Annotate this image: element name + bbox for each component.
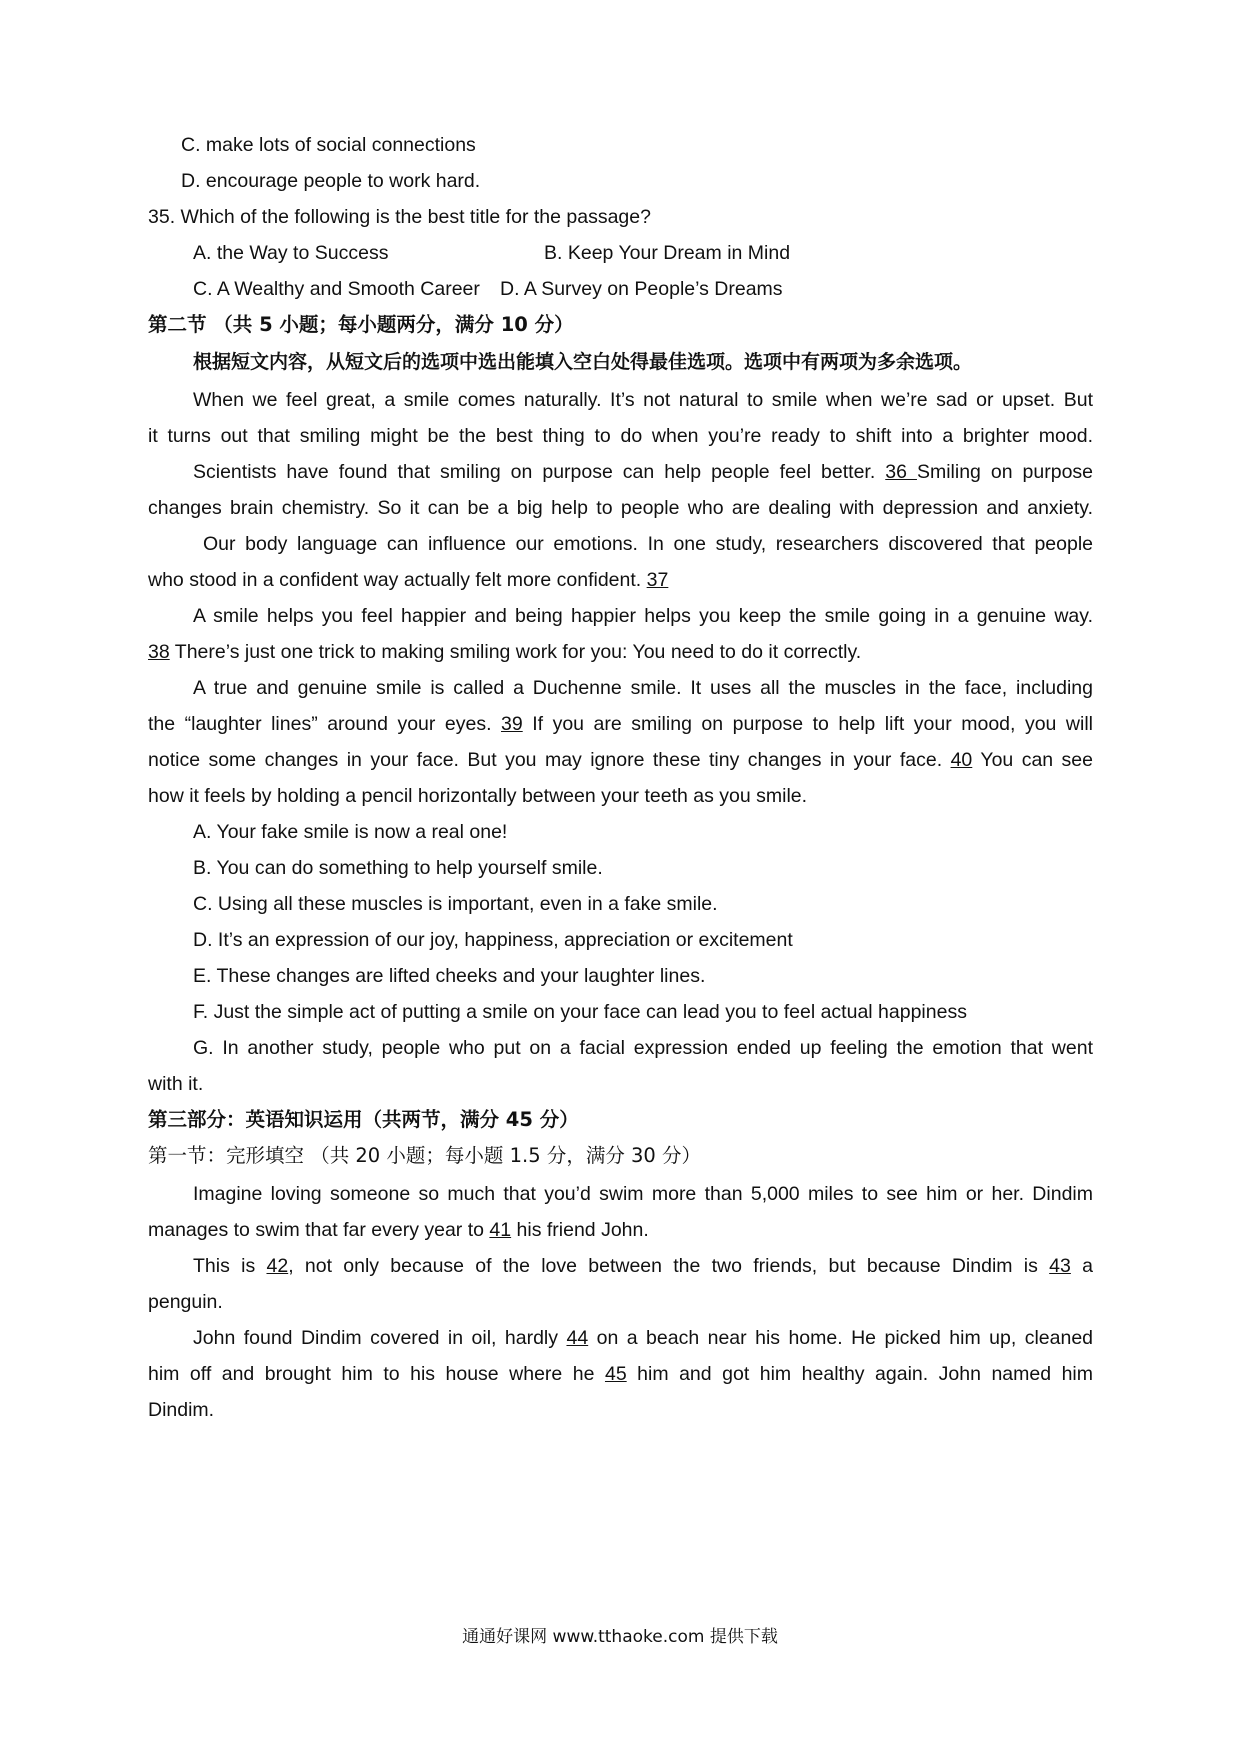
section2-instruction: 根据短文内容，从短文后的选项中选出能填入空白处得最佳选项。选项中有两项为多余选项。 <box>193 351 973 373</box>
passage-p2-line2: changes brain chemistry. So it can be a big help to people who are dealing with depression and anxiety. <box>148 497 1093 519</box>
passage-p3-line1: Our body language can influence our emotions. In one study, researchers discovered that people <box>203 533 1093 555</box>
choice-a: A. Your fake smile is now a real one! <box>193 821 508 843</box>
text-segment: a <box>1082 1255 1094 1277</box>
part3-heading: 第三部分：英语知识运用（共两节，满分 45 分） <box>148 1108 579 1131</box>
q35-option-d: D. A Survey on People’s Dreams <box>500 278 783 300</box>
blank-40: 40 <box>950 749 973 771</box>
blank-44: 44 <box>566 1327 589 1349</box>
cloze-p3-line1 <box>193 1326 1093 1350</box>
text-segment: the “laughter lines” around your eyes. <box>148 713 492 735</box>
q34-option-c: C. make lots of social connections <box>181 134 476 156</box>
text-segment: him off and brought him to his house where he <box>148 1363 595 1385</box>
choice-g-line2: with it. <box>148 1073 204 1095</box>
choice-e: E. These changes are lifted cheeks and your laughter lines. <box>193 965 706 987</box>
text-segment: John found Dindim covered in oil, hardly <box>193 1327 559 1349</box>
passage-p3-line2 <box>148 568 668 592</box>
blank-43: 43 <box>1049 1255 1071 1277</box>
cloze-p3-line2 <box>148 1362 1093 1386</box>
text-segment: who stood in a confident way actually felt more confident. <box>148 569 642 591</box>
blank-45: 45 <box>604 1363 627 1385</box>
text-segment: Scientists have found that smiling on purpose can help people feel better. <box>193 461 876 483</box>
q35-option-c: C. A Wealthy and Smooth Career <box>193 278 480 300</box>
cloze-p1-line1: Imagine loving someone so much that you’d swim more than 5,000 miles to see him or her. Dindim <box>193 1183 1093 1205</box>
cloze-p2-line2: penguin. <box>148 1291 223 1313</box>
blank-36: 36 <box>885 461 917 483</box>
q35-stem: 35. Which of the following is the best title for the passage? <box>148 206 651 228</box>
text-segment: There’s just one trick to making smiling work for you: You need to do it correctly. <box>174 641 862 663</box>
q34-option-d: D. encourage people to work hard. <box>181 170 481 192</box>
blank-37: 37 <box>646 569 669 591</box>
choice-g-line1: G. In another study, people who put on a facial expression ended up feeling the emotion that went <box>193 1037 1093 1059</box>
text-segment: his friend John. <box>516 1219 649 1241</box>
q35-option-a: A. the Way to Success <box>193 242 389 264</box>
passage-p4-line2 <box>148 640 861 664</box>
choice-c: C. Using all these muscles is important, even in a fake smile. <box>193 893 718 915</box>
passage-p5-line1: A true and genuine smile is called a Duchenne smile. It uses all the muscles in the face, including <box>193 677 1093 699</box>
text-segment: on a beach near his home. He picked him up, cleaned <box>596 1327 1094 1349</box>
blank-38: 38 <box>148 641 170 663</box>
cloze-p1-line2 <box>148 1218 649 1242</box>
text-segment: notice some changes in your face. But you may ignore these tiny changes in your face. <box>148 749 943 771</box>
q35-option-b: B. Keep Your Dream in Mind <box>544 242 791 264</box>
passage-p1-line1: When we feel great, a smile comes naturally. It’s not natural to smile when we’re sad or upset. But <box>193 389 1093 411</box>
choice-f: F. Just the simple act of putting a smile on your face can lead you to feel actual happiness <box>193 1001 967 1023</box>
blank-39: 39 <box>501 713 523 735</box>
blank-41: 41 <box>489 1219 512 1241</box>
text-segment: You can see <box>980 749 1093 771</box>
choice-b: B. You can do something to help yourself smile. <box>193 857 603 879</box>
section2-heading: 第二节 （共 5 小题；每小题两分，满分 10 分） <box>148 313 574 336</box>
cloze-p2-line1 <box>193 1254 1093 1278</box>
passage-p5-line4: how it feels by holding a pencil horizontally between your teeth as you smile. <box>148 785 808 807</box>
part3-subheading: 第一节：完形填空 （共 20 小题；每小题 1.5 分，满分 30 分） <box>148 1144 702 1167</box>
text-segment: This is <box>193 1255 256 1277</box>
blank-42: 42 <box>266 1255 289 1277</box>
passage-p5-line3 <box>148 748 1093 772</box>
passage-p5-line2 <box>148 712 1093 736</box>
text-segment: , not only because of the love between the two friends, but because Dindim is <box>288 1255 1038 1277</box>
text-segment: manages to swim that far every year to <box>148 1219 484 1241</box>
choice-d: D. It’s an expression of our joy, happiness, appreciation or excitement <box>193 929 793 951</box>
text-segment: Smiling on purpose <box>916 461 1094 483</box>
passage-p2-line1 <box>193 460 1093 484</box>
passage-p1-line2: it turns out that smiling might be the best thing to do when you’re ready to shift into a brighter mood. <box>148 425 1093 447</box>
page-footer: 通通好课网 www.tthaoke.com 提供下载 <box>462 1627 778 1647</box>
passage-p4-line1: A smile helps you feel happier and being happier helps you keep the smile going in a genuine way. <box>193 605 1093 627</box>
text-segment: If you are smiling on purpose to help lift your mood, you will <box>532 713 1093 735</box>
text-segment: him and got him healthy again. John named him <box>637 1363 1093 1385</box>
cloze-p3-line3: Dindim. <box>148 1399 215 1421</box>
